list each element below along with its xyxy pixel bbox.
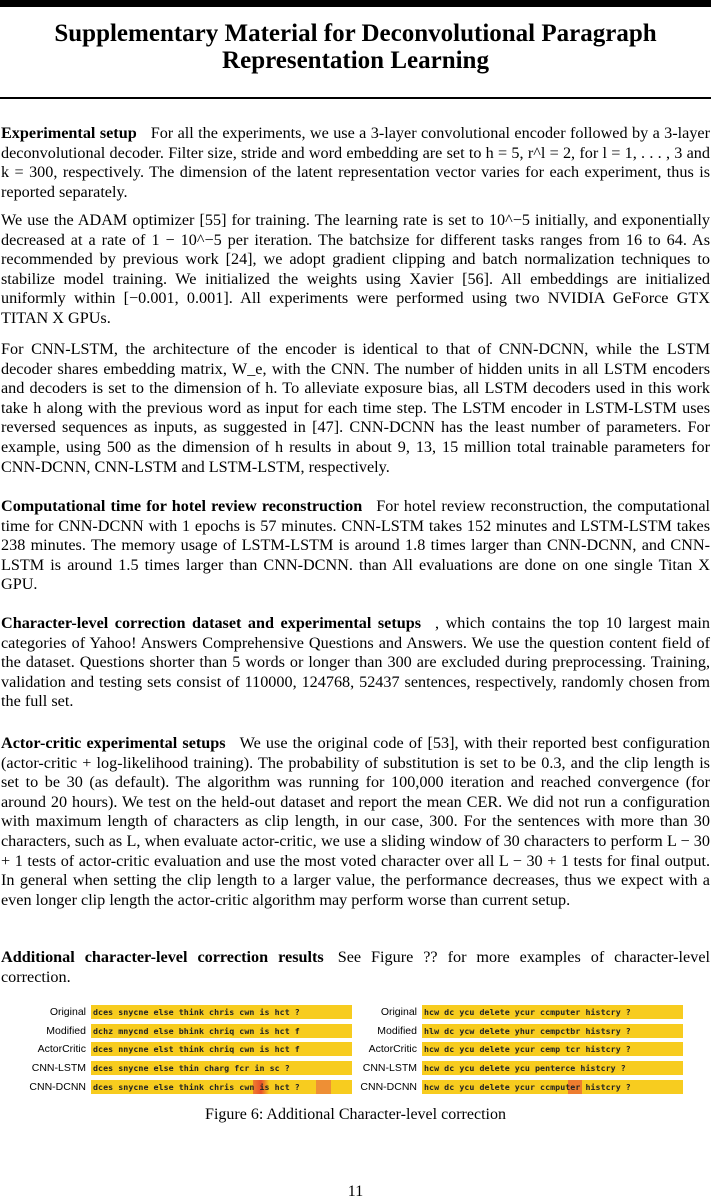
paragraph-cnn-lstm: For CNN-LSTM, the architecture of the encoder is identical to that of CNN-DCNN, while the LSTM decoder shares embedding matrix, W_e, with the CNN. The number of hidden units in all LSTM encoders and decoders is set to the dimension of h. To alleviate exposure bias, all LSTM decoders used in this work take h along with the previous word as input for each time step. The LSTM encoder in LSTM-LSTM uses reversed sequences as inputs, as suggested in [47]. CNN-DCNN has the least number of parameters. For example, using 500 as the dimension of h results in about 9, 13, 15 million total trainable parameters for CNN-DCNN, CNN-LSTM and LSTM-LSTM, respectively. <box>1 340 710 476</box>
text-bar: hcw dc ycu delete ycur ccmputer histcry ? <box>422 1080 683 1094</box>
paragraph-text: , which contains the top 10 largest main categories of Yahoo! Answers Comprehensive Questions and Answers. We use the question content field of the dataset. Questions shorter than 5 words or longer than 300 are excluded during preprocessing. Training, validation and testing sets consist of 110000, 124768, 52437 sentences, respectively, randomly chosen from the full set. <box>1 614 710 711</box>
right-example-grid <box>352 1003 683 1096</box>
paragraph-optimizer: We use the ADAM optimizer [55] for training. The learning rate is set to 10^−5 initially, and exponentially decreased at a rate of 1 − 10^−5 per iteration. The batchsize for different tasks ranges from 16 to 64. As recommended by previous work [24], we adopt gradient clipping and batch normalization techniques to stabilize model training. We initialized the weights using Xavier [56]. All embeddings are initialized uniformly within [−0.001, 0.001]. All experiments were performed using two NVIDIA GeForce GTX TITAN X GPUs. <box>1 211 710 327</box>
paragraph-text: For hotel review reconstruction, the computational time for CNN-DCNN with 1 epochs is 57 minutes. CNN-LSTM takes 152 minutes and LSTM-LSTM takes 238 minutes. The memory usage of LSTM-LSTM is around 1.8 times larger than CNN-DCNN, and CNN-LSTM is around 1.5 times larger than CNN-DCNN. than All evaluations are done on one single Titan X GPU. <box>1 497 710 594</box>
figure-caption: Figure 6: Additional Character-level correction <box>205 1106 506 1123</box>
left-row-original <box>0 1003 352 1022</box>
text-bar: hlw dc ycw delete yhur cempctbr histsry ? <box>422 1024 683 1038</box>
row-label: ActorCritic <box>368 1043 417 1056</box>
row-label: Modified <box>377 1024 417 1037</box>
right-row-actorcritic <box>352 1040 683 1059</box>
text-bar: dces snycne else think chris cwn is hct ? <box>91 1005 352 1019</box>
section-heading: Actor-critic experimental setups <box>1 734 226 752</box>
correction-figure <box>0 1003 711 1095</box>
paragraph-computational-time <box>1 497 710 595</box>
row-label: Modified <box>46 1024 86 1037</box>
text-bar: hcw dc ycu delete ycur cemp tcr histcry ? <box>422 1042 683 1056</box>
left-row-cnn-lstm <box>0 1059 352 1078</box>
row-label: CNN-DCNN <box>360 1080 417 1093</box>
paragraph-text: We use the original code of [53], with their reported best configuration (actor-critic + log-likelihood training). The probability of substitution is set to be 0.3, and the clip length is set to be 30 (as default). The algorithm was running for 100,000 iteration and reached convergence (for around 20 hours). We test on the held-out dataset and report the mean CER. We did not run a configuration with maximum length of characters as clip length, in our case, 300. For the sentences with more than 30 characters, such as L, when evaluate actor-critic, we use a sliding window of 30 characters to perform L − 30 + 1 tests of actor-critic evaluation and use the most voted character over all L − 30 + 1 tests for final output. In general when setting the clip length to a larger value, the performance decreases, thus we expect with a even longer clip length the actor-critic algorithm may perform worse than current setup. <box>1 734 710 909</box>
paragraph-text: See Figure ?? for more examples of character-level correction. <box>1 948 710 986</box>
paragraph-character-dataset <box>1 614 710 712</box>
section-heading: Character-level correction dataset and experimental setups <box>1 614 422 632</box>
row-label: CNN-LSTM <box>362 1062 417 1075</box>
text-bar: hcw dc ycu delete ycu penterce histcry ? <box>422 1061 683 1075</box>
left-row-modified <box>0 1022 352 1041</box>
right-row-cnn-lstm <box>352 1059 683 1078</box>
paragraph-experimental-setup <box>1 124 710 202</box>
row-label: CNN-LSTM <box>31 1062 86 1075</box>
paragraph-text: For all the experiments, we use a 3-layer convolutional encoder followed by a 3-layer deconvolutional decoder. Filter size, stride and word embedding are set to h = 5, r^l = 2, for l = 1, . . . , 3 and k = 300, respectively. The dimension of the latent representation vector varies for each experiment, thus is reported separately. <box>1 124 710 201</box>
right-row-original <box>352 1003 683 1022</box>
left-row-actorcritic <box>0 1040 352 1059</box>
row-label: CNN-DCNN <box>29 1080 86 1093</box>
row-label: Original <box>380 1006 417 1019</box>
text-bar: dchz mnycnd else bhink chriq cwn is hct f <box>91 1024 352 1038</box>
right-row-modified <box>352 1022 683 1041</box>
page-number: 11 <box>347 1183 364 1200</box>
section-heading: Additional character-level correction results <box>1 948 324 966</box>
paragraph-additional-results <box>1 948 710 987</box>
text-bar: hcw dc ycu delete ycur ccmputer histcry ? <box>422 1005 683 1019</box>
text-bar: dces snycne else think chris cwn is hct ? <box>91 1080 352 1094</box>
top-rule <box>0 0 711 7</box>
title-rule <box>0 97 711 99</box>
right-row-cnn-dcnn <box>352 1077 683 1096</box>
text-bar: dces snycne else thin charg fcr in sc ? <box>91 1061 352 1075</box>
section-heading: Computational time for hotel review reconstruction <box>1 497 363 515</box>
row-label: Original <box>49 1006 86 1019</box>
paragraph-actor-critic <box>1 734 710 910</box>
section-heading: Experimental setup <box>1 124 137 142</box>
text-bar: dces nnycne elst think chriq cwn is hct f <box>91 1042 352 1056</box>
row-label: ActorCritic <box>37 1043 86 1056</box>
left-row-cnn-dcnn <box>0 1077 352 1096</box>
left-example-grid <box>0 1003 352 1096</box>
paper-title: Supplementary Material for Deconvolutional Paragraph Representation Learning <box>54 20 657 74</box>
